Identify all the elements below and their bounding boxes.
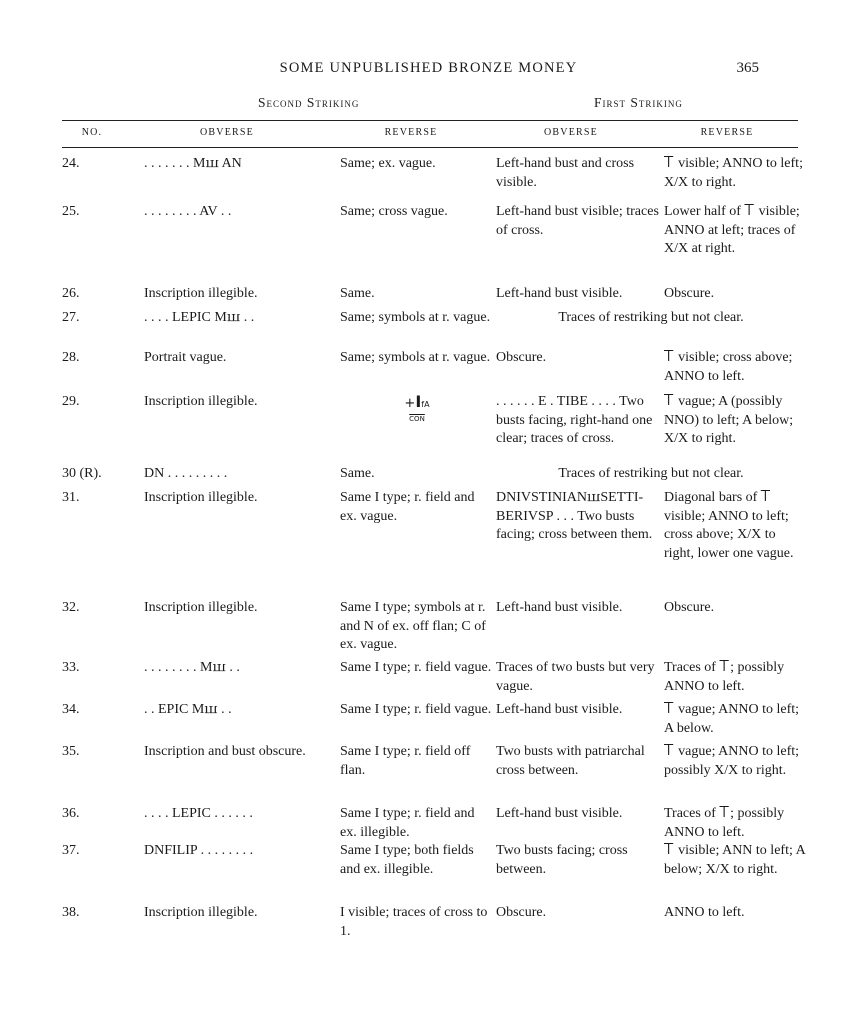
obverse-second-cell: . . . . LEPIC . . . . . . bbox=[144, 806, 253, 821]
obverse-first-cell: Left-hand bust visible; traces of cross. bbox=[496, 204, 659, 238]
restrike-note: Traces of restriking but not clear. bbox=[558, 310, 744, 325]
obverse-second-cell: DN . . . . . . . . . bbox=[144, 466, 228, 481]
column-header-reverse-second: REVERSE bbox=[384, 127, 438, 138]
running-title: SOME UNPUBLISHED BRONZE MONEY bbox=[279, 60, 578, 76]
reverse-second-cell: Same I type; r. field off flan. bbox=[340, 744, 471, 778]
obverse-first-cell: Two busts facing; cross between. bbox=[496, 843, 628, 877]
reverse-second-cell: Same; symbols at r. vague. bbox=[340, 350, 491, 365]
reverse-second-cell: Same. bbox=[340, 466, 375, 481]
table-row bbox=[62, 349, 808, 393]
reverse-con-symbol: $\overline{CON}$ bbox=[409, 414, 425, 423]
reverse-first-cell: Obscure. bbox=[664, 600, 715, 615]
obverse-second-cell: . . . . LEPIC Mꟺ . . bbox=[144, 310, 255, 325]
table-row bbox=[62, 285, 808, 309]
reverse-second-cell: Same I type; r. field vague. bbox=[340, 702, 492, 717]
row-number: 31. bbox=[62, 490, 80, 505]
reverse-bar-symbol: I bbox=[415, 392, 422, 411]
obverse-first-cell: Obscure. bbox=[496, 905, 547, 920]
running-head bbox=[0, 60, 857, 82]
header-bottom-rule bbox=[62, 147, 798, 148]
reverse-second-cell: Same I type; r. field and ex. vague. bbox=[340, 490, 475, 524]
table-row bbox=[62, 599, 808, 659]
row-number: 26. bbox=[62, 286, 80, 301]
reverse-second-cell: Same; symbols at r. vague. bbox=[340, 310, 491, 325]
table-row bbox=[62, 465, 808, 489]
table-row bbox=[62, 203, 808, 285]
obverse-second-cell: Inscription illegible. bbox=[144, 394, 258, 409]
row-number: 37. bbox=[62, 843, 80, 858]
reverse-first-cell: Diagonal bars of 𐊗 visible; ANNO to left; cross above; X/X to right, lower one vague. bbox=[664, 490, 794, 561]
reverse-symbol-cell bbox=[340, 393, 496, 465]
reverse-first-cell: ANNO to left. bbox=[664, 905, 745, 920]
table-row bbox=[62, 842, 808, 904]
reverse-first-cell: Lower half of 𐊗 visible; ANNO at left; traces of X/X at right. bbox=[664, 204, 800, 256]
row-number: 25. bbox=[62, 204, 80, 219]
obverse-second-cell: Inscription and bust obscure. bbox=[144, 744, 306, 759]
reverse-first-cell: 𐊗 visible; cross above; ANNO to left. bbox=[664, 350, 793, 384]
obverse-second-cell: DNFILIP . . . . . . . . bbox=[144, 843, 254, 858]
first-striking-heading: First Striking bbox=[594, 95, 683, 110]
row-number: 34. bbox=[62, 702, 80, 717]
reverse-mark-symbol: fA bbox=[421, 400, 430, 409]
reverse-first-cell: Obscure. bbox=[664, 286, 715, 301]
row-number: 29. bbox=[62, 394, 80, 409]
page-number: 365 bbox=[736, 60, 759, 76]
reverse-first-cell: Traces of 𐊗; possibly ANNO to left. bbox=[664, 660, 785, 694]
row-number: 36. bbox=[62, 806, 80, 821]
reverse-first-cell: 𐊗 visible; ANNO to left; X/X to right. bbox=[664, 156, 803, 190]
reverse-second-cell: Same I type; r. field vague. bbox=[340, 660, 492, 675]
table-row bbox=[62, 805, 808, 842]
obverse-first-cell: Left-hand bust visible. bbox=[496, 600, 623, 615]
second-striking-heading: Second Striking bbox=[258, 95, 360, 110]
obverse-first-cell: Obscure. bbox=[496, 350, 547, 365]
obverse-second-cell: . . . . . . . . Mꟺ . . bbox=[144, 660, 240, 675]
obverse-second-cell: . . . . . . . Mꟺ AN bbox=[144, 156, 242, 171]
obverse-second-cell: Inscription illegible. bbox=[144, 600, 258, 615]
reverse-first-cell: 𐊗 vague; A (possibly NNO) to left; A below; X/X to right. bbox=[664, 394, 794, 446]
row-number: 33. bbox=[62, 660, 80, 675]
column-header-no: NO. bbox=[81, 127, 103, 138]
obverse-second-cell: Inscription illegible. bbox=[144, 286, 258, 301]
column-header-reverse-first: REVERSE bbox=[700, 127, 754, 138]
table-row bbox=[62, 659, 808, 701]
obverse-first-cell: Traces of two busts but very vague. bbox=[496, 660, 655, 694]
obverse-first-cell: . . . . . . E . TIBE . . . . Two busts facing, right-hand one clear; traces of cross. bbox=[496, 394, 653, 446]
row-number: 38. bbox=[62, 905, 80, 920]
reverse-second-cell: Same I type; both fields and ex. illegible. bbox=[340, 843, 474, 877]
reverse-second-cell: Same; ex. vague. bbox=[340, 156, 436, 171]
obverse-second-cell: Inscription illegible. bbox=[144, 905, 258, 920]
reverse-second-cell: Same I type; r. field and ex. illegible. bbox=[340, 806, 475, 840]
table-row bbox=[62, 701, 808, 743]
obverse-second-cell: . . EPIC Mꟺ . . bbox=[144, 702, 232, 717]
table-row bbox=[62, 155, 808, 203]
row-number: 28. bbox=[62, 350, 80, 365]
obverse-first-cell: Left-hand bust and cross visible. bbox=[496, 156, 635, 190]
reverse-first-cell: Traces of 𐊗; possibly ANNO to left. bbox=[664, 806, 785, 840]
reverse-second-cell: I visible; traces of cross to 1. bbox=[340, 905, 488, 939]
table-row bbox=[62, 904, 808, 948]
coin-table bbox=[62, 155, 808, 948]
obverse-first-cell: DNIVSTINIANꟺSETTI-BERIVSP . . . Two busts facing; cross between them. bbox=[496, 490, 653, 542]
table-row bbox=[62, 393, 808, 465]
reverse-first-cell: 𐊗 vague; ANNO to left; possibly X/X to right. bbox=[664, 744, 800, 778]
table-row bbox=[62, 489, 808, 599]
reverse-second-cell: Same I type; symbols at r. and N of ex. off flan; C of ex. vague. bbox=[340, 600, 486, 652]
obverse-second-cell: Portrait vague. bbox=[144, 350, 227, 365]
table-row bbox=[62, 309, 808, 349]
row-number: 24. bbox=[62, 156, 80, 171]
table-row bbox=[62, 743, 808, 805]
row-number: 27. bbox=[62, 310, 80, 325]
obverse-first-cell: Left-hand bust visible. bbox=[496, 806, 623, 821]
reverse-second-cell: Same; cross vague. bbox=[340, 204, 448, 219]
coin-table-body bbox=[62, 155, 808, 948]
reverse-plus-symbol: + bbox=[404, 396, 416, 411]
reverse-second-cell: Same. bbox=[340, 286, 375, 301]
row-number: 30 (R). bbox=[62, 466, 102, 481]
restrike-note: Traces of restriking but not clear. bbox=[558, 466, 744, 481]
obverse-second-cell: . . . . . . . . AV . . bbox=[144, 204, 232, 219]
obverse-first-cell: Left-hand bust visible. bbox=[496, 286, 623, 301]
header-top-rule bbox=[62, 120, 798, 121]
row-number: 35. bbox=[62, 744, 80, 759]
reverse-first-cell: 𐊗 vague; ANNO to left; A below. bbox=[664, 702, 800, 736]
column-header-obverse-second: OBVERSE bbox=[200, 127, 254, 138]
obverse-second-cell: Inscription illegible. bbox=[144, 490, 258, 505]
column-header-obverse-first: OBVERSE bbox=[544, 127, 598, 138]
row-number: 32. bbox=[62, 600, 80, 615]
obverse-first-cell: Two busts with patriarchal cross between. bbox=[496, 744, 645, 778]
reverse-first-cell: 𐊗 visible; ANN to left; A below; X/X to right. bbox=[664, 843, 805, 877]
obverse-first-cell: Left-hand bust visible. bbox=[496, 702, 623, 717]
